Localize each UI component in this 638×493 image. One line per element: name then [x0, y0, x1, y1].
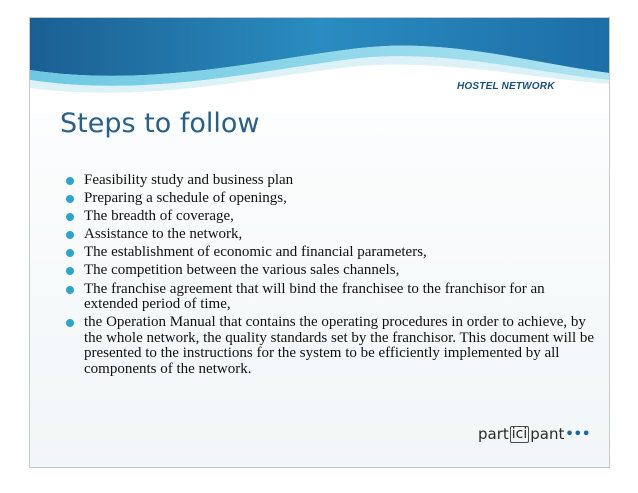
slide	[29, 17, 610, 468]
logo-dots-icon: •••	[565, 426, 591, 442]
header-label: HOSTEL NETWORK	[457, 81, 555, 92]
bullet-item: The franchise agreement that will bind the franchisee to the franchisor for an extended period of time,	[66, 282, 601, 313]
bullet-item: Preparing a schedule of openings,	[66, 191, 601, 207]
bullet-item: The competition between the various sales channels,	[66, 263, 601, 279]
bullet-item: the Operation Manual that contains the operating procedures in order to achieve, by the whole network, the quality standards set by the franchisor. This document will be presented to the instructions for the system to be efficiently implemented by all components of the network.	[66, 315, 601, 377]
slide-title: Steps to follow	[60, 108, 260, 139]
bullet-list	[66, 173, 601, 380]
logo-text-end: pant	[530, 425, 565, 443]
header-wave-graphic	[30, 18, 609, 113]
participant-logo	[478, 425, 590, 443]
bullet-item: The breadth of coverage,	[66, 209, 601, 225]
bullet-item: Feasibility study and business plan	[66, 173, 601, 189]
logo-text-part: part	[478, 425, 509, 443]
logo-text-boxed: ici	[511, 425, 528, 442]
bullet-item: The establishment of economic and financial parameters,	[66, 245, 601, 261]
bullet-item: Assistance to the network,	[66, 227, 601, 243]
